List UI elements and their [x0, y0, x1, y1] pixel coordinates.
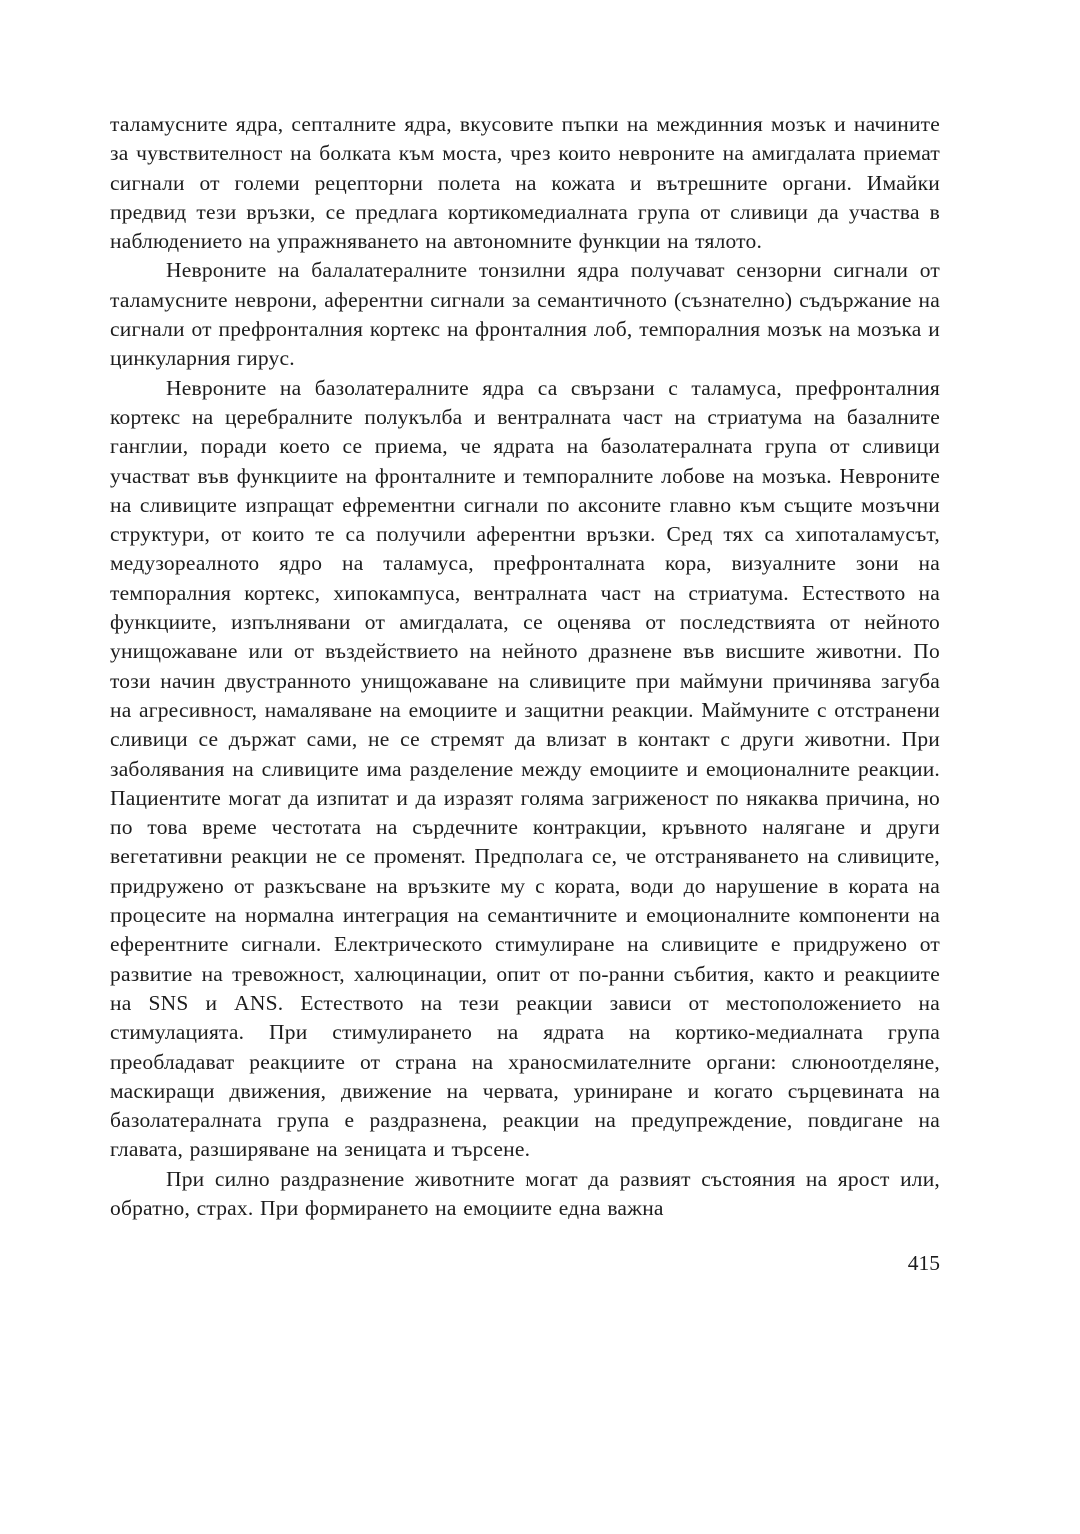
body-paragraph: Невроните на балалатералните тонзилни ядра получават сензорни сигнали от таламусните неврони, аферентни сигнали за семантичното (съзнателно) съдържание на сигнали от префронталния кортекс на фронталния лоб, темпоралния мозък на мозъка и цинкуларния гирус.	[110, 258, 940, 371]
page-number: 415	[907, 1251, 940, 1276]
page-body	[110, 110, 940, 1223]
body-paragraph: Невроните на базолатералните ядра са свързани с таламуса, префронталния кортекс на церебралните полукълба и вентралната част на стриатума на базалните ганглии, поради което се приема, че ядрата на базолатералната група от сливици участват във функциите на фронталните и темпоралните лобове на мозъка. Невроните на сливиците изпращат ефрементни сигнали по аксоните главно към същите мозъчни структури, от които те са получили аферентни връзки. Сред тях са хипоталамусът, медузореалното ядро на таламуса, префронталната кора, визуалните зони на темпоралния кортекс, хипокампуса, вентралната част на стриатума. Естеството на функциите, изпълнявани от амигдалата, се оценява от последствията от нейното унищожаване или от въздействието на нейното дразнене във висшите животни. По този начин двустранното унищожаване на сливиците при маймуни причинява загуба на агресивност, намаляване на емоциите и защитни реакции. Маймуните с отстранени сливици се държат сами, не се стремят да влизат в контакт с други животни. При заболявания на сливиците има разделение между емоциите и емоционалните реакции. Пациентите могат да изпитат и да изразят голяма загриженост по някаква причина, но по това време честотата на сърдечните контракции, кръвното налягане и други вегетативни реакции не се променят. Предполага се, че отстраняването на сливиците, придружено от разкъсване на връзките му с кората, води до нарушение в кората на процесите на нормална интеграция на семантичните и емоционалните компоненти на еферентните сигнали. Електрическото стимулиране на сливиците е придружено от развитие на тревожност, халюцинации, опит от по-ранни събития, както и реакциите на SNS и ANS. Естеството на тези реакции зависи от местоположението на стимулацията. При стимулирането на ядрата на кортико-медиалната група преобладават реакциите от страна на храносмилателните органи: слюноотделяне, маскиращи движения, движение на червата, уриниране и когато сърцевината на базолатералната група е раздразнена, реакции на предупреждение, повдигане на главата, разширяване на зеницата и търсене.	[110, 375, 940, 1162]
body-paragraph: При силно раздразнение животните могат да развият състояния на ярост или, обратно, страх. При формирането на емоциите една важна	[110, 1166, 940, 1220]
body-paragraph: таламусните ядра, септалните ядра, вкусовите пъпки на междинния мозък и начините за чувствителност на болката към моста, чрез които невроните на амигдалата приемат сигнали от големи рецепторни полета на кожата и вътрешните органи. Имайки предвид тези връзки, се предлага кортикомедиалната група от сливици да участва в наблюдението на упражняването на автономните функции на тялото.	[110, 112, 940, 254]
page-footer	[110, 1249, 940, 1278]
